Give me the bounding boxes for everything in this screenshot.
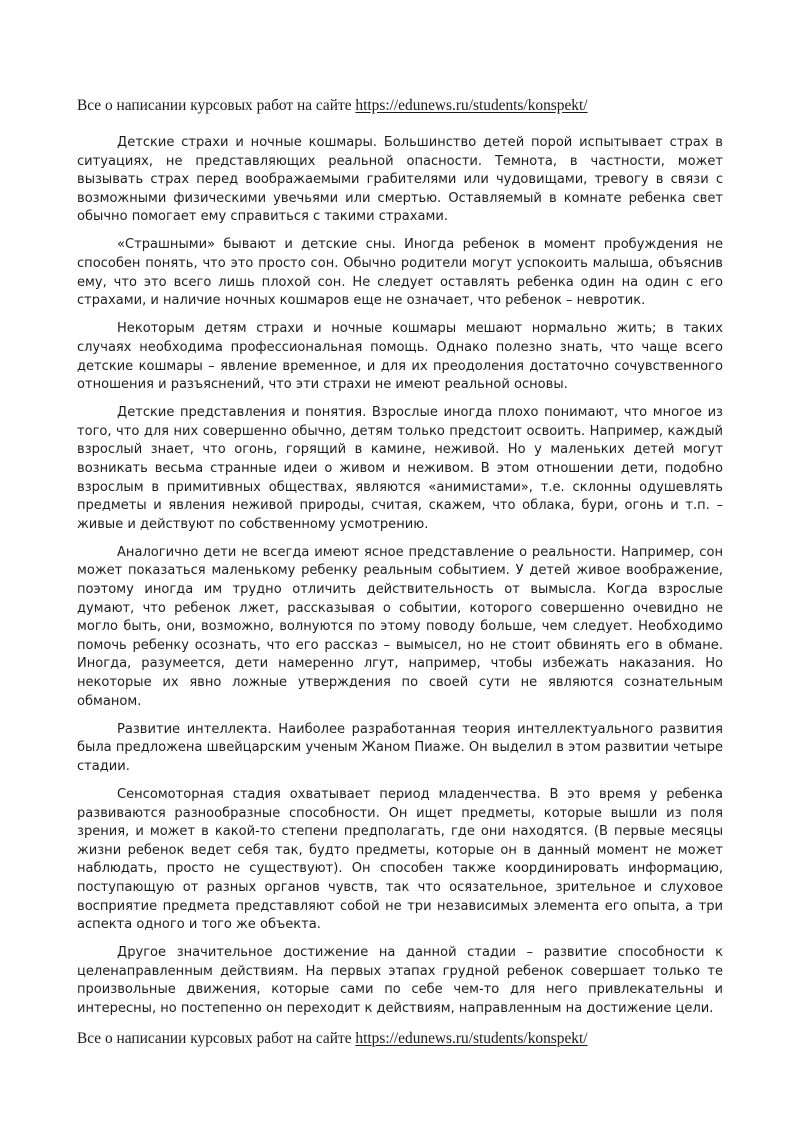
paragraph-fears: Детские страхи и ночные кошмары. Большинство детей порой испытывает страх в ситуациях, не представляющих реальной опасности. Темнота, в частности, может вызывать страх перед воображаемыми грабителями или чудовищами, тревогу в связи с возможными физическими увечьями или смертью. Оставляемый в комнате ребенка свет обычно помогает ему справиться с такими страхами. [77, 135, 723, 225]
header-text: Все о написании курсовых работ на сайте [77, 97, 356, 114]
paragraph-sensorimotor: Сенсомоторная стадия охватывает период младенчества. В это время у ребенка развиваются разнообразные способности. Он ищет предметы, которые вышли из поля зрения, и может в какой-то степени предполагать, где они находятся. (В первые месяцы жизни ребенок ведет себя так, будто предметы, которые он в данный момент не может наблюдать, просто не существуют). Он способен также координировать информацию, поступающую от разных органов чувств, так что осязательное, зрительное и слуховое восприятие предмета представляют собой не три независимых элемента его опыта, а три аспекта одного и того же объекта. [77, 787, 723, 933]
paragraph-goal-directed: Другое значительное достижение на данной стадии – развитие способности к целенаправленным действиям. На первых этапах грудной ребенок совершает только те произвольные движения, которые сами по себе чем-то для него привлекательны и интересны, но постепенно он переходит к действиям, направленным на достижение цели. [77, 945, 723, 1017]
paragraph-intellect: Развитие интеллекта. Наиболее разработанная теория интеллектуального развития была предложена швейцарским ученым Жаном Пиаже. Он выделил в этом развитии четыре стадии. [77, 721, 723, 774]
paragraph-reality: Аналогично дети не всегда имеют ясное представление о реальности. Например, сон может показаться маленькому ребенку реальным событием. У детей живое воображение, поэтому иногда им трудно отличить действительность от вымысла. Когда взрослые думают, что ребенок лжет, рассказывая о событии, которого совершенно очевидно не могло быть, они, возможно, волнуются по этому поводу больше, чем следует. Необходимо помочь ребенку осознать, что его рассказ – вымысел, но не стоит обвинять его в обмане. Иногда, разумеется, дети намеренно лгут, например, чтобы избежать наказания. Но некоторые их явно ложные утверждения по своей сути не являются сознательным обманом. [77, 544, 723, 709]
document-content [77, 96, 723, 1048]
header-line [77, 96, 723, 115]
paragraph-professional-help: Некоторым детям страхи и ночные кошмары мешают нормально жить; в таких случаях необходима профессиональная помощь. Однако полезно знать, что чаще всего детские кошмары – явление временное, и для их преодоления достаточно сочувственного отношения и разъяснений, что эти страхи не имеют реальной основы. [77, 321, 723, 393]
footer-link[interactable]: https://edunews.ru/students/konspekt/ [355, 1029, 588, 1047]
footer-text: Все о написании курсовых работ на сайте [77, 1029, 356, 1047]
paragraph-dreams: «Страшными» бывают и детские сны. Иногда ребенок в момент пробуждения не способен понять, что это просто сон. Обычно родители могут успокоить малыша, объяснив ему, что это всего лишь плохой сон. Не следует оставлять ребенка один на один с его страхами, и наличие ночных кошмаров еще не означает, что ребенок – невротик. [77, 237, 723, 309]
header-link[interactable]: https://edunews.ru/students/konspekt/ [355, 97, 588, 114]
footer-line [77, 1029, 723, 1048]
article-body [77, 134, 723, 1019]
paragraph-concepts: Детские представления и понятия. Взрослые иногда плохо понимают, что многое из того, что для них совершенно обычно, детям только предстоит освоить. Например, каждый взрослый знает, что огонь, горящий в камине, неживой. Но у маленьких детей могут возникать весьма странные идеи о живом и неживом. В этом отношении дети, подобно взрослым в примитивных обществах, являются «анимистами», т.е. склонны одушевлять предметы и явления неживой природы, считая, скажем, что облака, бури, огонь и т.п. – живые и действуют по собственному усмотрению. [77, 405, 723, 532]
